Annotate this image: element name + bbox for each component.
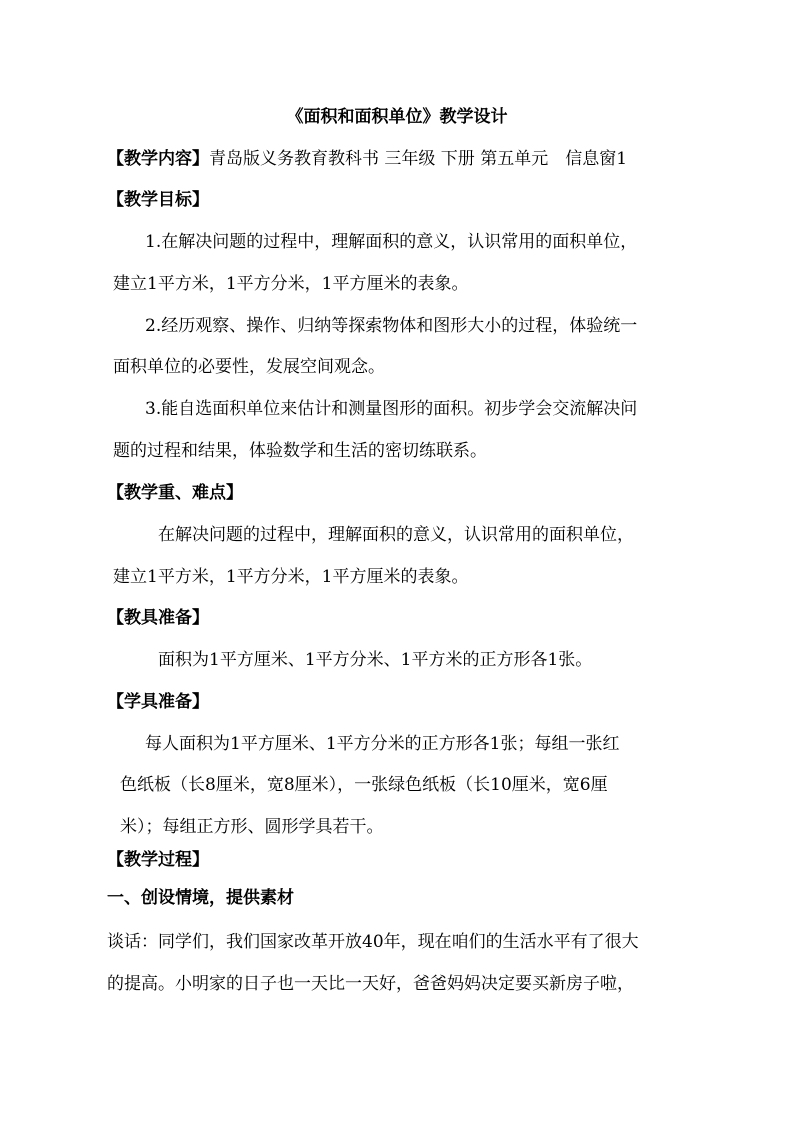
section1-line: 的提高。小明家的日子也一天比一天好，爸爸妈妈决定要买新房子啦，	[107, 974, 634, 994]
content-row	[107, 147, 627, 171]
student-tools-line: 每人面积为1平方厘米、1平方分米的正方形各1张；每组一张红	[145, 734, 620, 754]
goal-line: 2.经历观察、操作、归纳等探索物体和图形大小的过程，体验统一	[145, 316, 638, 336]
goal-line: 3.能自选面积单位来估计和测量图形的面积。初步学会交流解决问	[145, 399, 638, 419]
process-heading: 【教学过程】	[107, 850, 209, 870]
section1-heading: 一、创设情境，提供素材	[107, 888, 294, 908]
content-text: 青岛版义务教育教科书 三年级 下册 第五单元 信息窗1	[209, 149, 628, 169]
keypoint-line: 建立1平方米，1平方分米，1平方厘米的表象。	[113, 567, 469, 587]
goals-heading: 【教学目标】	[107, 190, 209, 210]
goal-line: 面积单位的必要性，发展空间观念。	[113, 357, 385, 377]
content-heading: 【教学内容】	[107, 149, 209, 169]
student-tools-heading: 【学具准备】	[107, 692, 209, 712]
section1-line: 谈话：同学们，我们国家改革开放40年，现在咱们的生活水平有了很大	[107, 932, 639, 952]
student-tools-line: 色纸板（长8厘米，宽8厘米），一张绿色纸板（长10厘米，宽6厘	[120, 775, 608, 795]
document-title: 《面积和面积单位》教学设计	[286, 107, 508, 127]
keypoints-heading: 【教学重、难点】	[107, 483, 243, 503]
goal-line: 建立1平方米，1平方分米，1平方厘米的表象。	[113, 274, 469, 294]
teacher-tools-heading: 【教具准备】	[107, 608, 209, 628]
goal-line: 题的过程和结果，体验数学和生活的密切练联系。	[113, 441, 487, 461]
keypoint-line: 在解决问题的过程中，理解面积的意义，认识常用的面积单位，	[158, 525, 634, 545]
student-tools-line: 米）；每组正方形、圆形学具若干。	[120, 817, 384, 837]
goal-line: 1.在解决问题的过程中，理解面积的意义，认识常用的面积单位，	[145, 232, 638, 252]
teacher-tools-text: 面积为1平方厘米、1平方分米、1平方米的正方形各1张。	[158, 650, 593, 670]
